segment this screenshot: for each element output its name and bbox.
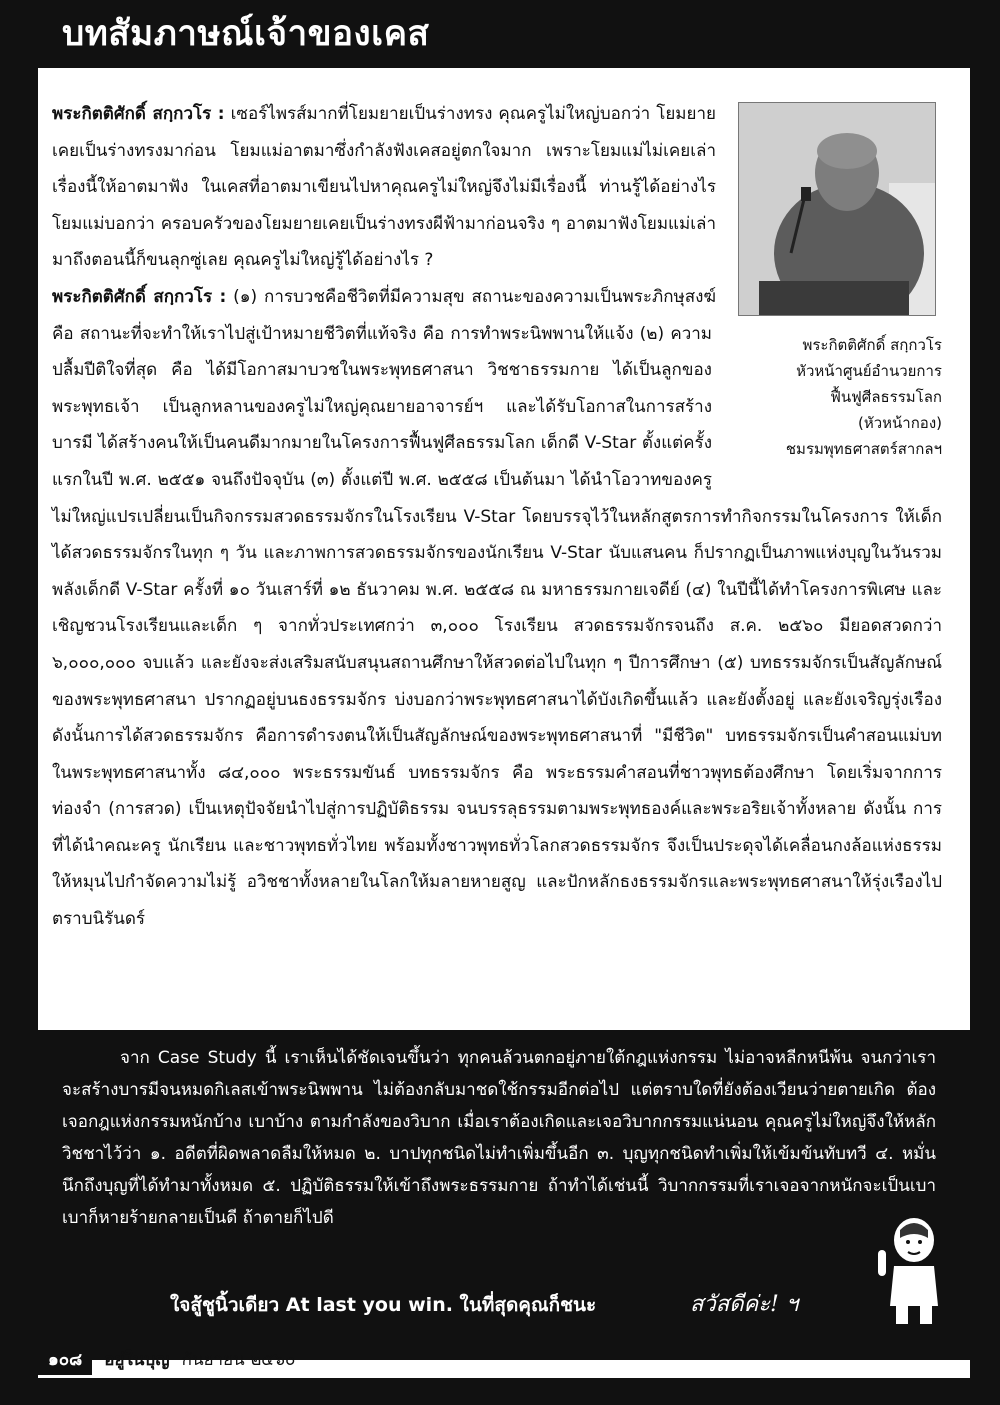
monk-photo <box>738 102 936 316</box>
summary-text <box>62 1042 936 1234</box>
speaker-name: พระกิตติศักดิ์ สกฺกวโร : <box>52 104 225 124</box>
thumbs-up-cartoon-icon <box>870 1210 956 1328</box>
photo-caption <box>726 332 942 462</box>
slogan: ใจสู้ชูนิ้วเดียว At last you win. ในที่สุดคุณก็ชนะ <box>170 1294 597 1316</box>
caption-line: (หัวหน้ากอง) <box>858 414 942 432</box>
page-number: ๑๐๘ <box>38 1344 92 1375</box>
monk-photo-illustration <box>739 103 935 315</box>
page-title: บทสัมภาษณ์เจ้าของเคส <box>62 14 430 54</box>
caption-line: ฟื้นฟูศีลธรรมโลก <box>830 388 942 406</box>
page-footer <box>38 1344 295 1374</box>
magazine-name: อยู่ในบุญ <box>104 1349 170 1370</box>
answer-text: เซอร์ไพรส์มากที่โยมยายเป็นร่างทรง คุณครูไม่ใหญ่บอกว่า โยมยายเคยเป็นร่างทรงมาก่อน โยมแม่อาตมาซึ่งกำลังฟังเคสอยู่ตกใจมาก เพราะโยมแม่ไม่เคยเล่าเรื่องนี้ให้อาตมาฟัง ในเคสที่อาตมาเขียนไปหาคุณครูไม่ใหญ่จึงไม่มีเรื่องนี้ ท่านรู้ได้อย่างไร โยมแม่บอกว่า ครอบครัวของโยมยายเคยเป็นร่างทรงผีฟ้ามาก่อนจริง ๆ อาตมาฟังโยมแม่เล่ามาถึงตอนนี้ก็ขนลุกซู่เลย คุณครูไม่ใหญ่รู้ได้อย่างไร ? <box>52 104 716 271</box>
speaker-name: พระกิตติศักดิ์ สกฺกวโร : <box>52 286 227 307</box>
interview-text <box>52 96 942 938</box>
cartoon-figure <box>870 1210 956 1328</box>
signature: สวัสดีค่ะ! ฯ <box>690 1292 799 1317</box>
caption-line: ชมรมพุทธศาสตร์สากลฯ <box>785 440 942 458</box>
caption-line: พระกิตติศักดิ์ สกฺกวโร <box>802 336 942 354</box>
caption-line: หัวหน้าศูนย์อำนวยการ <box>796 362 942 380</box>
interview-box <box>38 68 970 1030</box>
issue-date: กันยายน ๒๕๖๐ <box>181 1349 296 1370</box>
answer-text: (๑) การบวชคือชีวิตที่มีความสุข สถานะของความเป็นพระภิกษุสงฆ์ คือ สถานะที่จะทำให้เราไปสู่เป้าหมายชีวิตที่แท้จริง คือ การทำพระนิพพานให้แจ้ง (๒) ความปลื้มปีติใจที่สุด คือ ได้มีโอกาสมาบวชในพระพุทธศาสนา วิชชาธรรมกาย ได้เป็นลูกของพระพุทธเจ้า เป็นลูกหลานของครูไม่ใหญ่คุณยายอาจารย์ฯ และได้รับโอกาสในการสร้างบารมี ได้สร้างคนให้เป็นคนดีมากมายในโครงการฟื้นฟูศีลธรรมโลก เด็กดี V-Star ตั้งแต่ครั้งแรกในปี พ.ศ. ๒๕๕๑ จนถึงปัจจุบัน (๓) ตั้งแต่ปี พ.ศ. ๒๕๕๘ เป็นต้นมา ได้นำโอวาทของครูไม่ใหญ่แปรเปลี่ยนเป็นกิจกรรมสวดธรรมจักรในโรงเรียน V-Star โดยบรรจุไว้ในหลักสูตรการทำกิจกรรมในโครงการ ให้เด็กได้สวดธรรมจักรในทุก ๆ วัน และภาพการสวดธรรมจักรของนักเรียน V-Star นับแสนคน ก็ปรากฏเป็นภาพแห่งบุญในวันรวมพลังเด็กดี V-Star ครั้งที่ ๑๐ วันเสาร์ที่ ๑๒ ธันวาคม พ.ศ. ๒๕๕๘ ณ มหาธรรมกายเจดีย์ (๔) ในปีนี้ได้ทำโครงการพิเศษ และเชิญชวนโรงเรียนและเด็ก ๆ จากทั่วประเทศกว่า ๓,๐๐๐ โรงเรียน สวดธรรมจักรจนถึง ส.ค. ๒๕๖๐ มียอดสวดกว่า ๖,๐๐๐,๐๐๐ จบแล้ว และยังจะส่งเสริมสนับสนุนสถานศึกษาให้สวดต่อไปในทุก ๆ ปีการศึกษา (๕) บทธรรมจักรเป็นสัญลักษณ์ของพระพุทธศาสนา ปรากฏอยู่บนธงธรรมจักร บ่งบอกว่าพระพุทธศาสนาได้บังเกิดขึ้นแล้ว และยังตั้งอยู่ และยังเจริญรุ่งเรือง ดังนั้นการได้สวดธรรมจักร คือการดำรงตนให้เป็นสัญลักษณ์ของพระพุทธศาสนาที่ "มีชีวิต" บทธรรมจักรเป็นคำสอนแม่บทในพระพุทธศาสนาทั้ง ๘๔,๐๐๐ พระธรรมขันธ์ บทธรรมจักร คือ พระธรรมคำสอนที่ชาวพุทธต้องศึกษา โดยเริ่มจากการท่องจำ (การสวด) เป็นเหตุปัจจัยนำไปสู่การปฏิบัติธรรม จนบรรลุธรรมตามพระพุทธองค์และพระอริยเจ้าทั้งหลาย ดังนั้น การที่ได้นำคณะครู นักเรียน และชาวพุทธทั่วไทย พร้อมทั้งชาวพุทธทั่วโลกสวดธรรมจักร จึงเป็นประดุจได้เคลื่อนกงล้อแห่งธรรมให้หมุนไปกำจัดความไม่รู้ อวิชชาทั้งหลายในโลกให้มลายหายสูญ และปักหลักธงธรรมจักรและพระพุทธศาสนาให้รุ่งเรืองไปตราบนิรันดร์ <box>52 286 942 930</box>
bottom-border <box>0 1378 1000 1405</box>
summary-paragraph: จาก Case Study นี้ เราเห็นได้ชัดเจนขึ้นว่า ทุกคนล้วนตกอยู่ภายใต้กฎแห่งกรรม ไม่อาจหลีกหนีพ้น จนกว่าเราจะสร้างบารมีจนหมดกิเลสเข้าพระนิพพาน ไม่ต้องกลับมาชดใช้กรรมอีกต่อไป แต่ตราบใดที่ยังต้องเวียนว่ายตายเกิด ต้องเจอกฎแห่งกรรมหนักบ้าง เบาบ้าง ตามกำลังของวิบาก เมื่อเราต้องเกิดและเจอวิบากกรรมแน่นอน คุณครูไม่ใหญ่จึงให้หลักวิชชาไว้ว่า ๑. อดีตที่ผิดพลาดลืมให้หมด ๒. บาปทุกชนิดไม่ทำเพิ่มขึ้นอีก ๓. บุญทุกชนิดทำเพิ่มให้เข้มข้นทับทวี ๔. หมั่นนึกถึงบุญที่ได้ทำมาทั้งหมด ๕. ปฏิบัติธรรมให้เข้าถึงพระธรรมกาย ถ้าทำได้เช่นนี้ วิบากกรรมที่เราเจอจากหนักจะเป็นเบา เบาก็หายร้ายกลายเป็นดี ถ้าตายก็ไปดี <box>62 1048 936 1228</box>
